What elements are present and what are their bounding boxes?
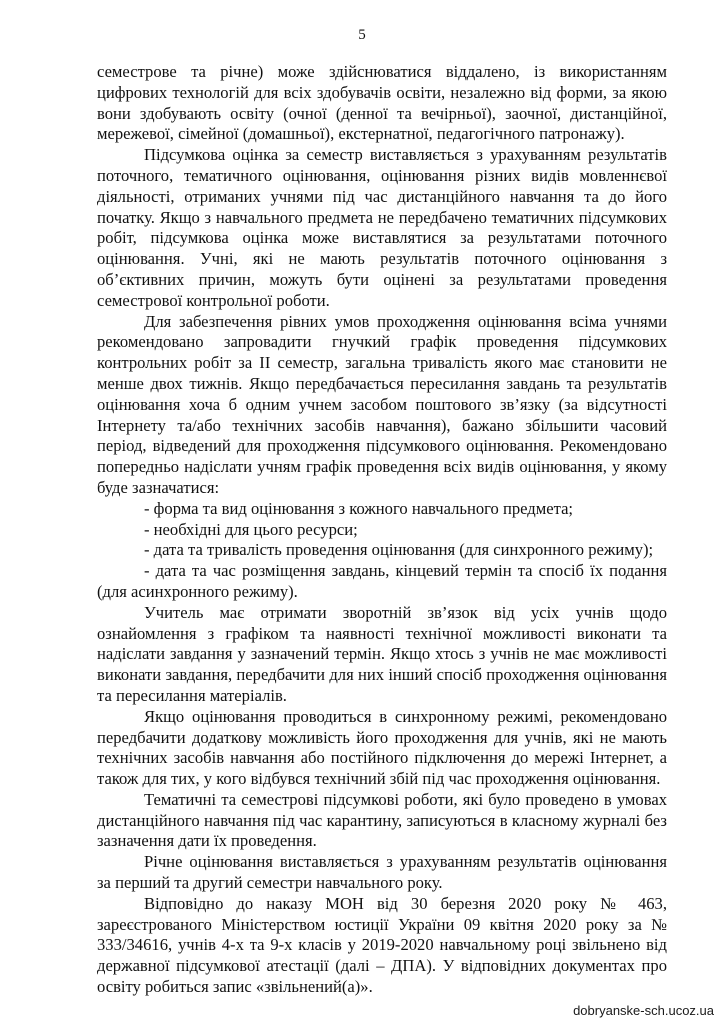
paragraph-feedback: Учитель має отримати зворотній зв’язок від усіх учнів щодо ознайомлення з графіком та наявності технічної можливості виконати та надіслати завдання у зазначений термін. Якщо хтось з учнів не має можливості виконати завдання, передбачити для них інший спосіб проходження оцінювання та пересилання матеріалів. [97, 602, 667, 705]
list-item: - дата та час розміщення завдань, кінцевий термін та спосіб їх подання (для асинхронного режиму). [97, 561, 667, 601]
list-item: - форма та вид оцінювання з кожного навчального предмета; [144, 498, 574, 518]
paragraph-journal-records: Тематичні та семестрові підсумкові роботи, які було проведено в умовах дистанційного навчання під час карантину, записуються в класному журналі без зазначення дати їх проведення. [97, 789, 667, 851]
document-body [97, 62, 667, 998]
page-number: 5 [358, 27, 366, 43]
paragraph-final-grade: Підсумкова оцінка за семестр виставляється з урахуванням результатів поточного, тематичного оцінювання, оцінювання різних видів мовленнєвої діяльності, отриманих учнями під час дистанційного навчання та до його початку. Якщо з навчального предмета не передбачено тематичних підсумкових робіт, підсумкова оцінка може виставлятися за результатами поточного оцінювання. Учні, які не мають результатів поточного оцінювання з об’єктивних причин, можуть бути оцінені за результатами проведення семестрової контрольної роботи. [97, 145, 667, 310]
paragraph-annual-grade: Річне оцінювання виставляється з урахуванням результатів оцінювання за перший та другий семестри навчального року. [97, 852, 667, 893]
list-item: - дата та тривалість проведення оцінювання (для синхронного режиму); [144, 540, 654, 560]
assessment-schedule-list [97, 499, 667, 603]
paragraph-flexible-schedule: Для забезпечення рівних умов проходження оцінювання всіма учнями рекомендовано запровадити гнучкий графік проведення підсумкових контрольних робіт за ІІ семестр, загальна тривалість якого має становити не менше двох тижнів. Якщо передбачається пересилання завдань та результатів оцінювання хоча б одним учнем засобом поштового зв’язку (за відсутності Інтернету та/або технічних засобів навчання), бажано збільшити часовий період, відведений для проходження підсумкового оцінювання. Рекомендовано попередньо надіслати учням графік проведення всіх видів оцінювання, у якому буде зазначатися: [97, 311, 667, 497]
list-item: - необхідні для цього ресурси; [144, 519, 358, 539]
paragraph-synchronous-mode: Якщо оцінювання проводиться в синхронному режимі, рекомендовано передбачити додаткову можливість його проходження для учнів, які не мають технічних засобів навчання або постійного підключення до мережі Інтернет, а також для тих, у кого відбувся технічний збій під час проходження оцінювання. [97, 706, 667, 789]
paragraph-dpa-exemption: Відповідно до наказу МОН від 30 березня 2020 року № 463, зареєстрованого Міністерством юстиції України 09 квітня 2020 року за № 333/34616, учнів 4-х та 9-х класів у 2019-2020 навчальному році звільнено від державної підсумкової атестації (далі – ДПА). У відповідних документах про освіту робиться запис «звільнений(а)». [97, 893, 667, 997]
site-watermark: dobryanske-sch.ucoz.ua [573, 1003, 714, 1018]
paragraph-continuation: семестрове та річне) може здійснюватися віддалено, із використанням цифрових технологій для всіх здобувачів освіти, незалежно від форми, за якою вони здобувають освіту (очної (денної та вечірньої), заочної, дистанційної, мережевої, сімейної (домашньої), екстернатної, педагогічного патронажу). [97, 62, 667, 144]
